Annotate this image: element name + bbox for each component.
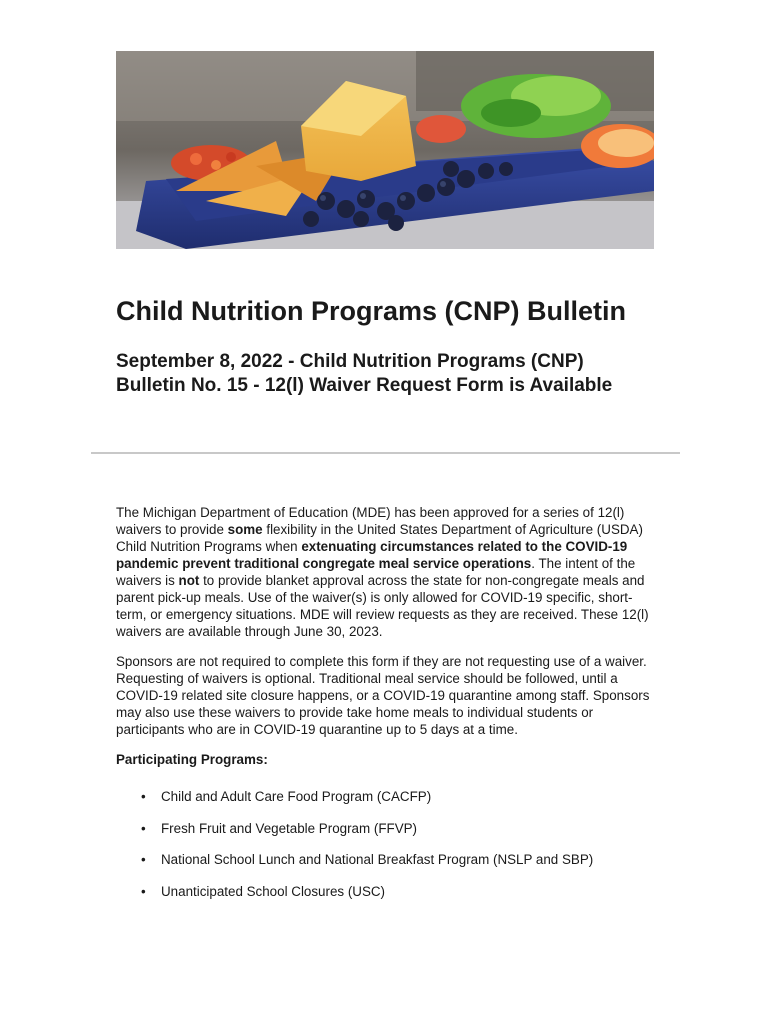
- list-item: • Child and Adult Care Food Program (CACFP): [141, 789, 432, 804]
- list-item: • Unanticipated School Closures (USC): [141, 883, 386, 899]
- food-tray-photo-icon: [116, 51, 654, 249]
- bullet-icon: •: [141, 883, 146, 899]
- page-title: Child Nutrition Programs (CNP) Bulletin: [116, 296, 626, 326]
- sponsors-paragraph: Sponsors are not required to complete this form if they are not requesting use of a waiver. Requesting of waivers is optional. Traditional meal service should be followed, until a COVID-19 related site closure happens, or a COVID-19 quarantine among staff. Sponsors may also use these waivers to provide take home meals to individual students or participants who are in COVID-19 quarantine up to 5 days at a time.: [116, 654, 650, 737]
- bullet-icon: •: [141, 820, 146, 836]
- bulletin-body: [116, 504, 661, 907]
- list-item: • National School Lunch and National Breakfast Program (NSLP and SBP): [141, 852, 594, 867]
- bulletin-subtitle: September 8, 2022 - Child Nutrition Programs (CNP) Bulletin No. 15 - 12(l) Waiver Request Form is Available: [116, 351, 613, 396]
- section-divider: [91, 452, 680, 454]
- intro-paragraph: The Michigan Department of Education (MDE) has been approved for a series of 12(l) waivers to provide some flexibility in the United States Department of Agriculture (USDA) Child Nutrition Programs when extenuating circumstances related to the COVID-19 pandemic prevent traditional congregate meal service operations. The intent of the waivers is not to provide blanket approval across the state for non-congregate meals and parent pick-up meals. Use of the waiver(s) is only allowed for COVID-19 specific, short-term, or emergency situations. MDE will review requests as they are received. These 12(l) waivers are available through June 30, 2023.: [116, 505, 649, 639]
- bullet-icon: •: [141, 852, 146, 867]
- list-item: • Fresh Fruit and Vegetable Program (FFVP): [141, 820, 418, 836]
- hero-food-photo: [116, 51, 654, 249]
- programs-heading: Participating Programs:: [116, 752, 268, 767]
- bullet-icon: •: [141, 789, 146, 804]
- program-list: [116, 781, 661, 907]
